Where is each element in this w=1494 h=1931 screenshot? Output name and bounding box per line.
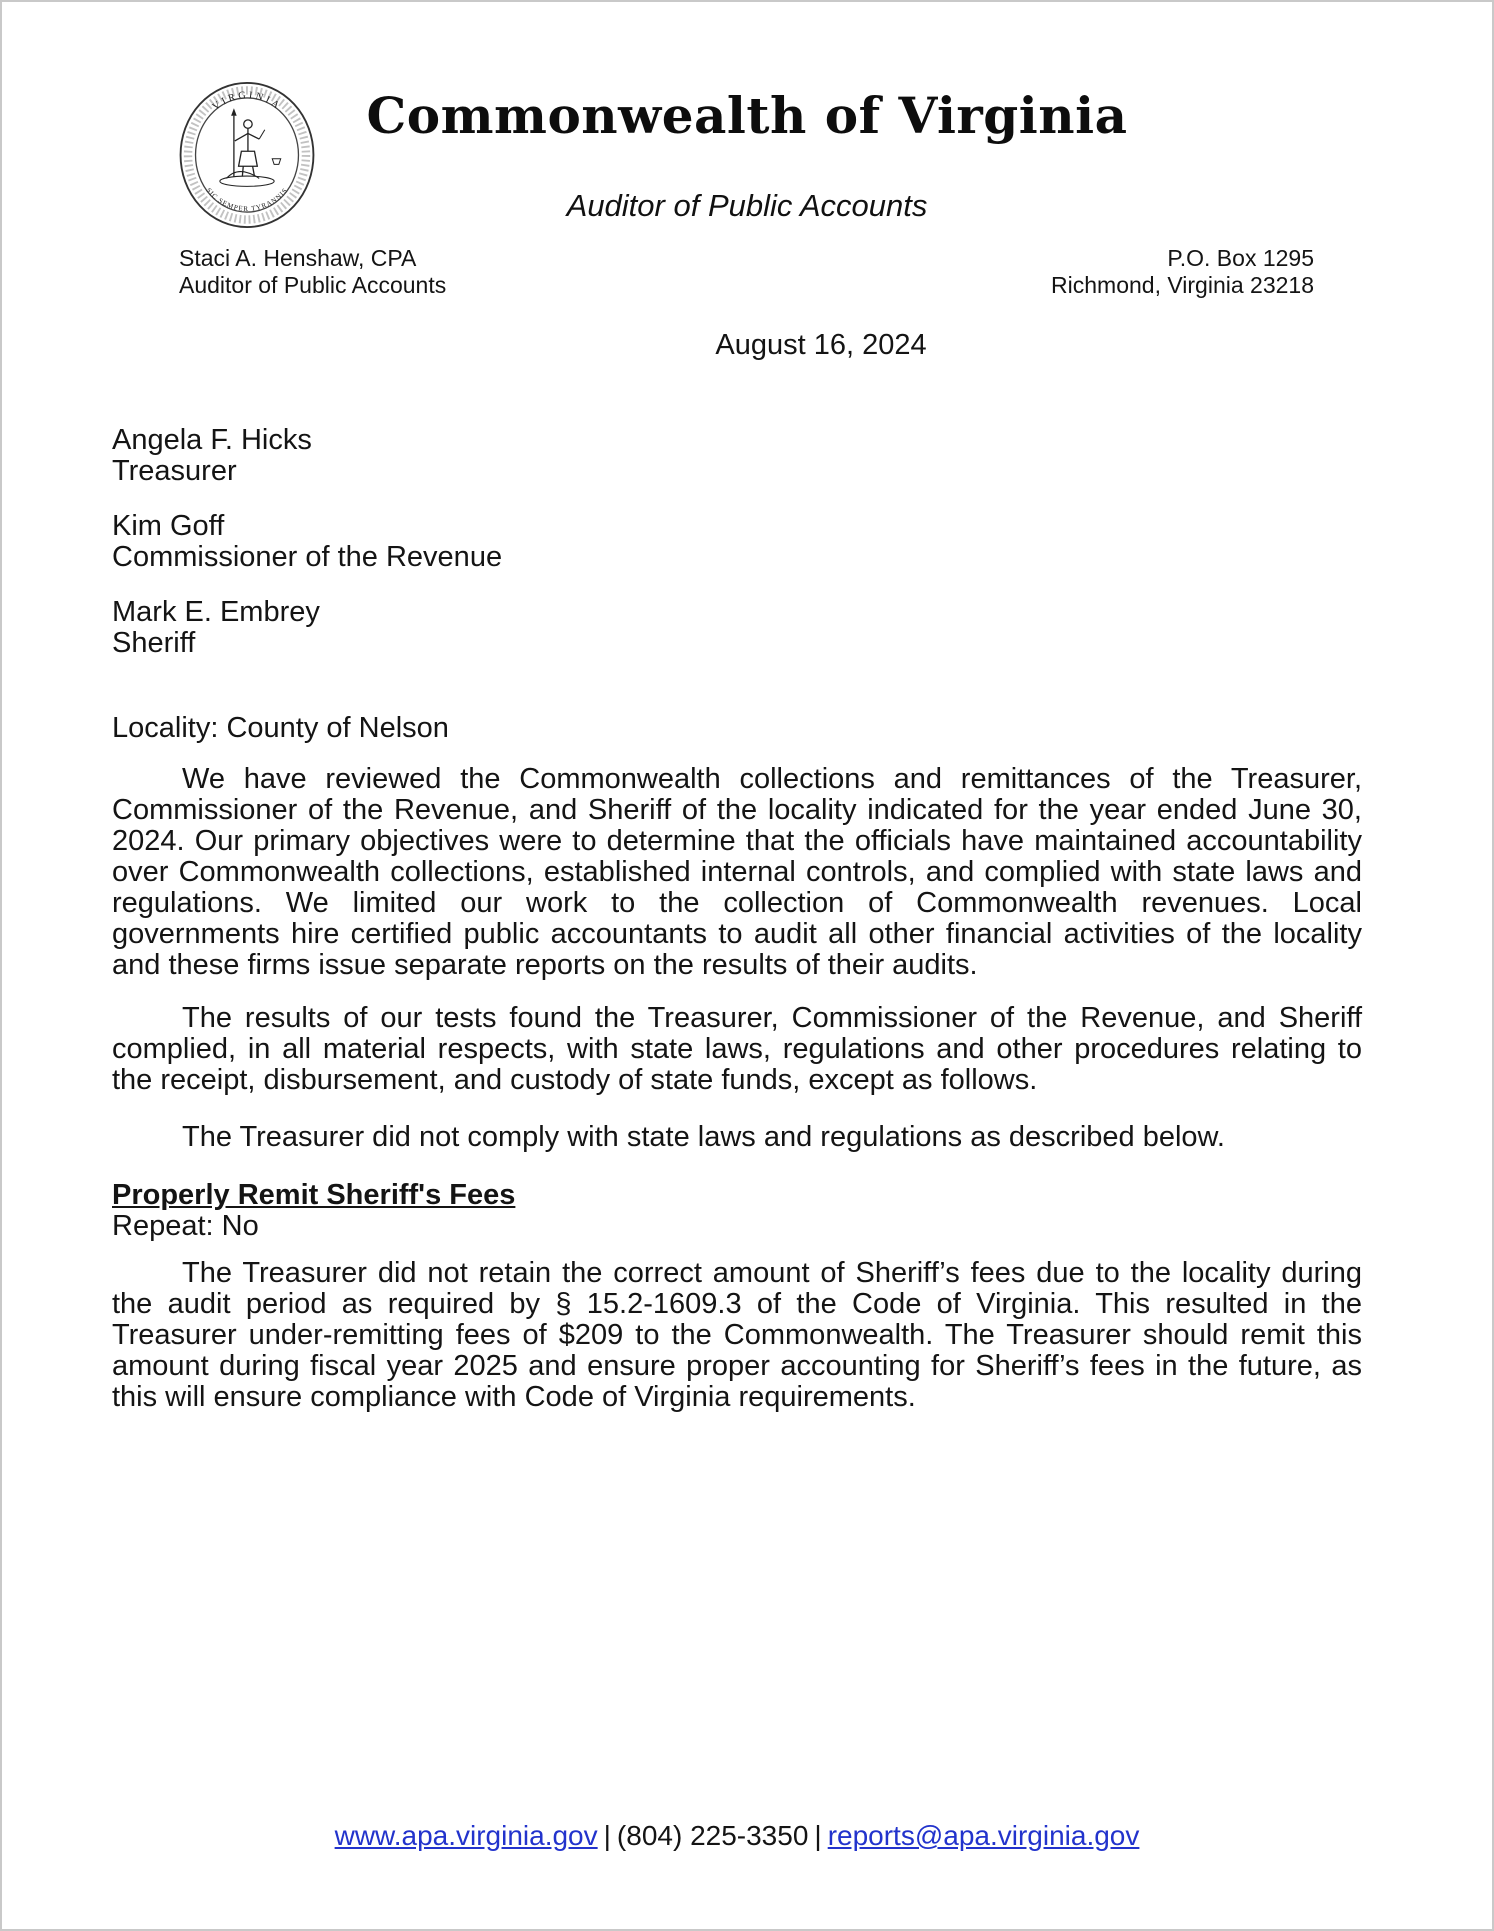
official-title: Auditor of Public Accounts bbox=[179, 272, 447, 298]
seal-top-text: VIRGINIA bbox=[210, 90, 284, 113]
recipient-block bbox=[112, 597, 1362, 659]
organization-title: Commonwealth of Virginia bbox=[366, 86, 1128, 145]
email-link[interactable]: reports@apa.virginia.gov bbox=[827, 1820, 1140, 1851]
footer-separator: | bbox=[814, 1820, 822, 1851]
official-name: Staci A. Henshaw, CPA bbox=[179, 245, 417, 271]
recipient-name: Mark E. Embrey bbox=[112, 596, 320, 628]
phone-number: (804) 225-3350 bbox=[616, 1820, 809, 1851]
address-line-1: P.O. Box 1295 bbox=[1167, 245, 1314, 271]
recipient-name: Kim Goff bbox=[112, 510, 225, 542]
recipient-block bbox=[112, 425, 1362, 487]
letterhead bbox=[2, 2, 1492, 330]
finding-repeat-status: Repeat: No bbox=[112, 1210, 259, 1242]
body-paragraph: The results of our tests found the Treasurer, Commissioner of the Revenue, and Sheriff complied, in all material respects, with state laws, regulations and other procedures relating to the receipt, disbursement, and custody of state funds, except as follows. bbox=[112, 1002, 1362, 1096]
letter-body bbox=[2, 330, 1492, 1413]
finding-paragraph: The Treasurer did not retain the correct amount of Sheriff’s fees due to the locality during the audit period as required by § 15.2-1609.3 of the Code of Virginia. This resulted in the Treasurer under-remitting fees of $209 to the Commonwealth. The Treasurer should remit this amount during fiscal year 2025 and ensure proper accounting for Sheriff’s fees in the future, as this will ensure compliance with Code of Virginia requirements. bbox=[112, 1257, 1362, 1413]
recipient-block bbox=[112, 511, 1362, 573]
body-paragraph: The Treasurer did not comply with state laws and regulations as described below. bbox=[182, 1121, 1225, 1153]
letter-date: August 16, 2024 bbox=[715, 329, 927, 361]
recipient-title: Sheriff bbox=[112, 627, 196, 659]
body-paragraph: We have reviewed the Commonwealth collections and remittances of the Treasurer, Commissioner of the Revenue, and Sheriff of the locality indicated for the year ended June 30, 2024. Our primary objectives were to determine that the officials have maintained accountability over Commonwealth collections, established internal controls, and complied with state laws and regulations. We limited our work to the collection of Commonwealth revenues. Local governments hire certified public accountants to audit all other financial activities of the locality and these firms issue separate reports on the results of their audits. bbox=[112, 763, 1362, 981]
locality-line: Locality: County of Nelson bbox=[112, 712, 449, 744]
recipient-title: Commissioner of the Revenue bbox=[112, 541, 503, 573]
finding-heading: Properly Remit Sheriff's Fees bbox=[112, 1179, 516, 1211]
footer-separator: | bbox=[603, 1820, 611, 1851]
seal-bottom-text: SIC SEMPER TYRANNIS bbox=[204, 186, 290, 213]
address-line-2: Richmond, Virginia 23218 bbox=[1051, 272, 1314, 298]
official-contact-block bbox=[179, 245, 446, 299]
organization-subtitle: Auditor of Public Accounts bbox=[566, 188, 928, 223]
recipient-title: Treasurer bbox=[112, 455, 237, 487]
letter-footer bbox=[112, 1820, 1362, 1852]
mailing-address-block bbox=[1051, 245, 1314, 299]
recipient-name: Angela F. Hicks bbox=[112, 424, 312, 456]
website-link[interactable]: www.apa.virginia.gov bbox=[334, 1820, 598, 1851]
